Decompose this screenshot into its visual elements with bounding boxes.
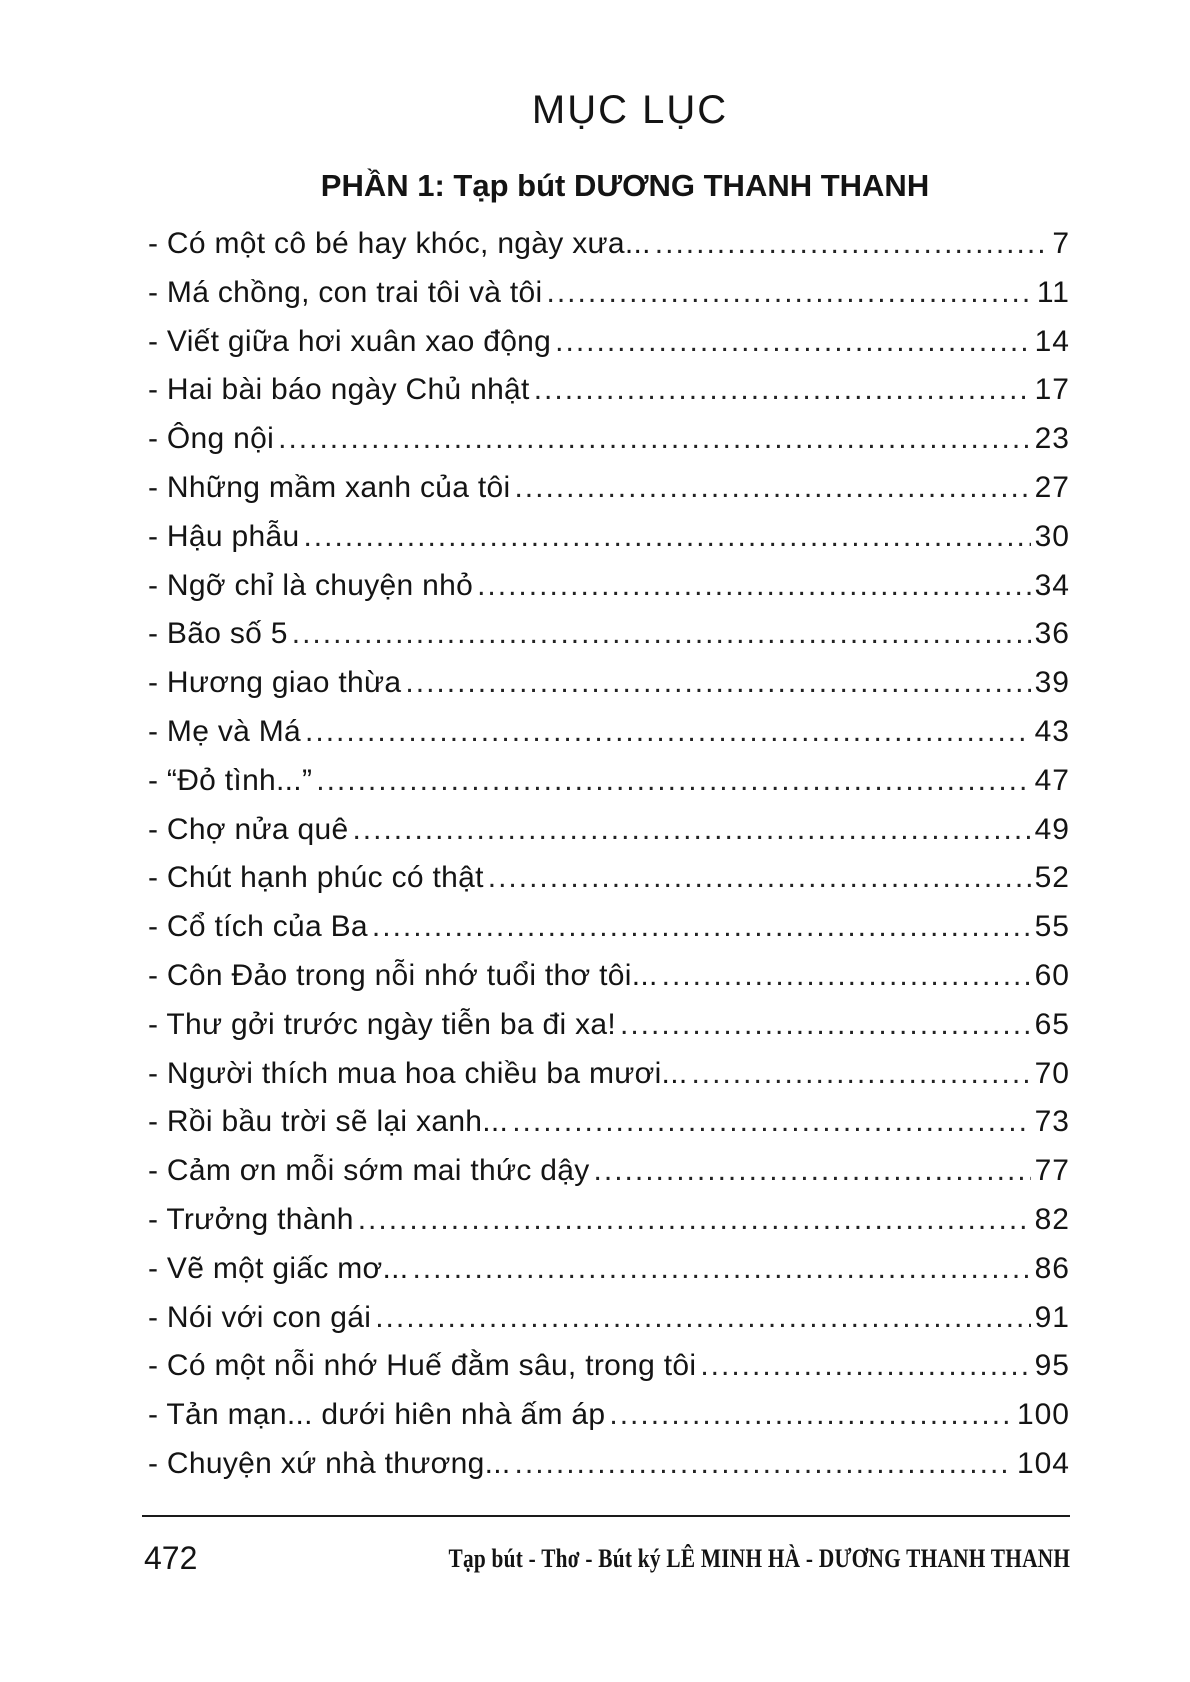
toc-entry-title: - Có một nỗi nhớ Huế đằm sâu, trong tôi [148,1349,697,1383]
toc-entry [148,562,1070,611]
toc-entry-page: 104 [1016,1446,1070,1480]
toc-entry [148,318,1070,367]
toc-entry [148,1196,1070,1245]
toc-entry [148,1147,1070,1196]
toc-entry-title: - Có một cô bé hay khóc, ngày xưa... [148,227,651,260]
toc-entry-title: - Vẽ một giấc mơ... [148,1251,409,1285]
toc-entry [148,806,1070,855]
toc-entry-page: 11 [1036,275,1070,309]
dot-leader [700,1342,1030,1391]
toc-entry [148,415,1070,464]
toc-entry-page: 14 [1034,324,1070,358]
toc-entry-title: - Hai bài báo ngày Chủ nhật [148,373,530,407]
toc-entry-page: 91 [1034,1300,1070,1334]
toc-entry-title: - Hậu phẫu [148,519,300,553]
toc-entry-page: 55 [1034,910,1070,944]
toc-entry-page: 73 [1034,1105,1070,1139]
toc-entry-page: 49 [1034,812,1070,846]
page-title: MỤC LỤC [531,88,729,132]
toc-entry-title: - Chợ nửa quê [148,812,349,846]
toc-entry-title: - Thư gởi trước ngày tiễn ba đi xa! [148,1007,616,1041]
toc-entry-page: 34 [1034,568,1070,602]
toc-entry-title: - Trưởng thành [148,1202,354,1236]
toc-entry-title: - Nói với con gái [148,1300,372,1334]
toc-entry-page: 86 [1034,1251,1070,1285]
dot-leader [512,1098,1030,1147]
toc-entry [148,269,1070,318]
dot-leader [316,757,1030,806]
dot-leader [477,562,1031,611]
dot-leader [352,806,1030,855]
dot-leader [662,952,1031,1001]
toc-entry-title: - Côn Đảo trong nỗi nhớ tuổi thơ tôi... [148,958,658,992]
toc-entry-title: - Người thích mua hoa chiều ba mươi... [148,1056,688,1090]
running-title: Tạp bút - Thơ - Bút ký LÊ MINH HÀ - DƯƠNG THANH THANH [448,1544,1070,1573]
toc-entry [148,1294,1070,1343]
toc-entry-title: - Mẹ và Má [148,714,302,748]
dot-leader [620,1001,1031,1050]
toc-entry-page: 36 [1034,617,1070,651]
dot-leader [292,610,1031,659]
toc-entry [148,1391,1070,1440]
dot-leader [534,366,1031,415]
footer-divider [142,1515,1070,1517]
toc-entry-page: 70 [1034,1056,1070,1090]
toc-entry-title: - Cảm ơn mỗi sớm mai thức dậy [148,1154,590,1188]
toc-entry-page: 100 [1016,1398,1070,1432]
toc-entry [148,659,1070,708]
dot-leader [515,1440,1013,1489]
page-number: 472 [144,1540,198,1576]
toc-entry-title: - Rồi bầu trời sẽ lại xanh... [148,1105,509,1139]
toc-entry [148,1050,1070,1099]
toc-entry-page: 43 [1034,714,1070,748]
toc-entry-page: 65 [1034,1007,1070,1041]
toc-entry [148,220,1070,269]
toc-entry-title: - Bão số 5 [148,617,288,651]
toc-entry [148,513,1070,562]
toc-entry-title: - Viết giữa hơi xuân xao động [148,324,552,358]
toc-entry-page: 52 [1034,861,1070,895]
toc-entry [148,610,1070,659]
toc-entry [148,854,1070,903]
dot-leader [691,1050,1030,1099]
toc-entry-page: 82 [1034,1202,1070,1236]
toc-entry-page: 30 [1034,519,1070,553]
toc-entry [148,366,1070,415]
dot-leader [546,269,1032,318]
toc-entry-title: - Chút hạnh phúc có thật [148,861,484,895]
toc-entry-page: 39 [1034,666,1070,700]
dot-leader [412,1245,1030,1294]
dot-leader [358,1196,1031,1245]
dot-leader [609,1391,1013,1440]
dot-leader [514,464,1030,513]
dot-leader [375,1294,1030,1343]
dot-leader [278,415,1031,464]
toc-entry-title: - Những mầm xanh của tôi [148,470,511,504]
toc-entry-page: 95 [1034,1349,1070,1383]
toc-entry-title: - Tản mạn... dưới hiên nhà ấm áp [148,1398,606,1432]
section-heading: PHẦN 1: Tạp bút DƯƠNG THANH THANH [320,168,930,203]
toc-entry [148,1342,1070,1391]
toc-entry-page: 27 [1034,470,1070,504]
toc-entry-page: 77 [1034,1154,1070,1188]
dot-leader [303,513,1030,562]
toc-entry [148,903,1070,952]
toc-entry-title: - Chuyện xứ nhà thương... [148,1446,511,1480]
toc-entry [148,952,1070,1001]
toc-entry-title: - Ngỡ chỉ là chuyện nhỏ [148,568,474,602]
toc-entry-title: - Hương giao thừa [148,666,402,700]
toc-entry-page: 60 [1034,958,1070,992]
toc-entry [148,1440,1070,1489]
toc-entry [148,1001,1070,1050]
toc-entry [148,1098,1070,1147]
toc-entry [148,708,1070,757]
dot-leader [555,318,1030,367]
toc-entry [148,1245,1070,1294]
toc-entry-page: 17 [1034,373,1070,407]
toc-entry-title: - Ông nội [148,422,275,456]
toc-entry [148,757,1070,806]
dot-leader [305,708,1031,757]
dot-leader [372,903,1031,952]
toc-entry-title: - Cổ tích của Ba [148,910,368,944]
toc-entry-page: 7 [1052,227,1070,260]
toc-entry [148,464,1070,513]
toc-entry-title: - Má chồng, con trai tôi và tôi [148,275,543,309]
dot-leader [594,1147,1031,1196]
toc-entry-title: - “Đỏ tình...” [148,763,313,797]
table-of-contents [148,220,1070,1489]
toc-entry-page: 47 [1034,763,1070,797]
toc-entry-page: 23 [1034,422,1070,456]
dot-leader [405,659,1030,708]
dot-leader [488,854,1031,903]
dot-leader [655,220,1049,269]
